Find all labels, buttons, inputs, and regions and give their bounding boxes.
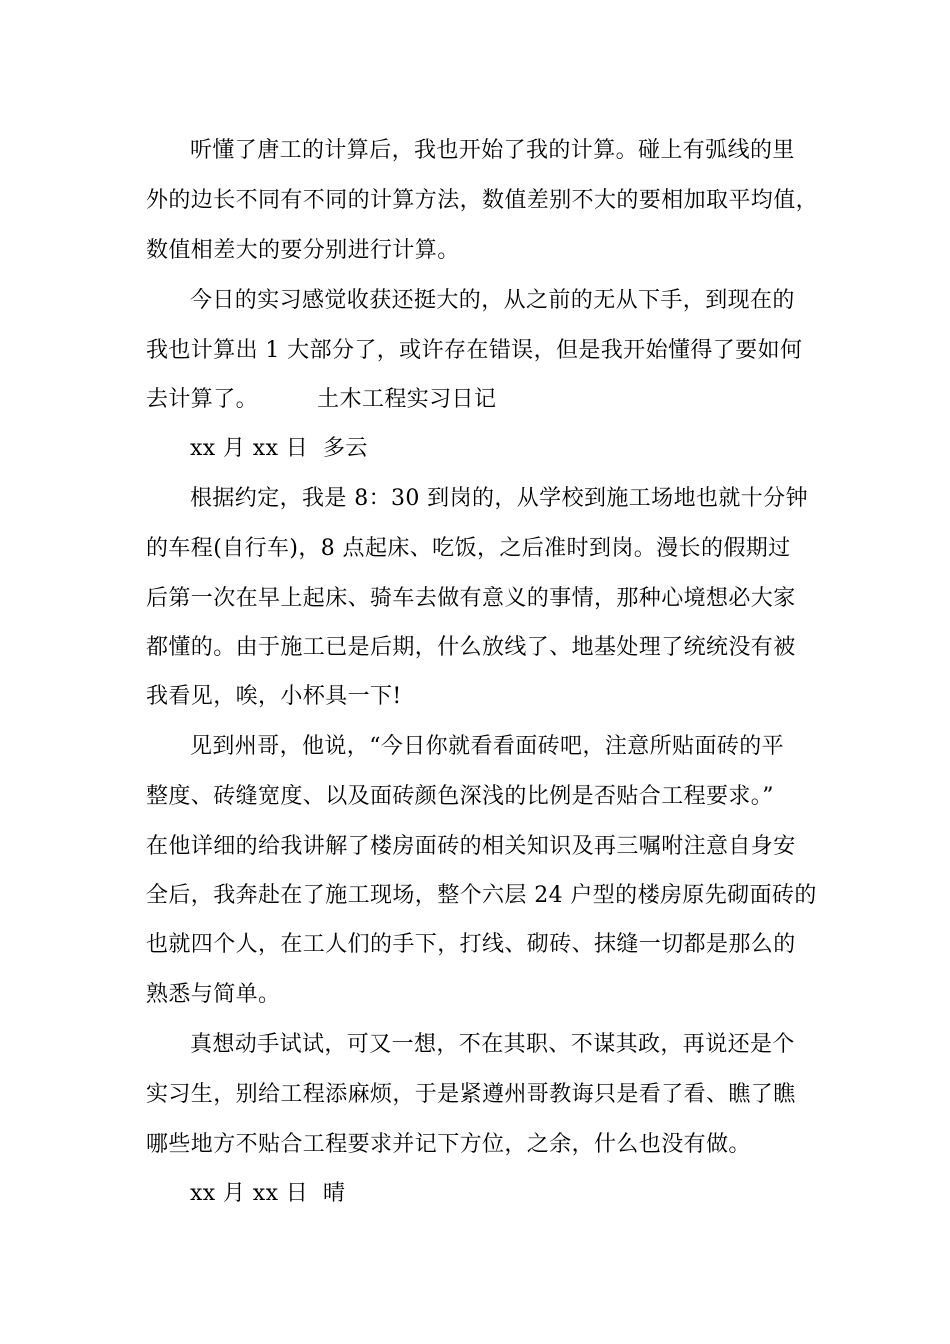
paragraph-line: 我看见，唉，小杯具一下! (146, 684, 402, 709)
diary-date-line: xx 月 xx 日 多云 (190, 436, 368, 461)
paragraph-line: 熟悉与简单。 (146, 982, 281, 1007)
paragraph-line: 也就四个人，在工人们的手下，打线、砌砖、抹缝一切都是那么的 (146, 932, 796, 957)
paragraph-line: 我也计算出 1 大部分了，或许存在错误，但是我开始懂得了要如何 (146, 338, 803, 363)
paragraph-line: 在他详细的给我讲解了楼房面砖的相关知识及再三嘱咐注意自身安 (146, 834, 796, 859)
paragraph-line: 真想动手试试，可又一想，不在其职、不谋其政，再说还是个 (190, 1032, 795, 1057)
paragraph-line: 听懂了唐工的计算后，我也开始了我的计算。碰上有弧线的里 (190, 138, 795, 163)
paragraph-line: 全后，我奔赴在了施工现场，整个六层 24 户型的楼房原先砌面砖的 (146, 883, 817, 908)
paragraph-line: 的车程(自行车)，8 点起床、吃饭，之后准时到岗。漫长的假期过 (146, 536, 791, 561)
paragraph-line: 都懂的。由于施工已是后期，什么放线了、地基处理了统统没有被 (146, 635, 796, 660)
paragraph-line: 见到州哥，他说，“今日你就看看面砖吧，注意所贴面砖的平 (190, 734, 785, 759)
paragraph-line-with-heading: 去计算了。 土木工程实习日记 (146, 387, 497, 412)
paragraph-line: 实习生，别给工程添麻烦，于是紧遵州哥教诲只是看了看、瞧了瞧 (146, 1082, 796, 1107)
paragraph-line: 今日的实习感觉收获还挺大的，从之前的无从下手，到现在的 (190, 288, 795, 313)
paragraph-line: 哪些地方不贴合工程要求并记下方位，之余，什么也没有做。 (146, 1132, 751, 1157)
paragraph-line: 外的边长不同有不同的计算方法，数值差别不大的要相加取平均值， (146, 188, 819, 213)
paragraph-line: 后第一次在早上起床、骑车去做有意义的事情，那种心境想必大家 (146, 586, 796, 611)
paragraph-line: 整度、砖缝宽度、以及面砖颜色深浅的比例是否贴合工程要求。” (146, 784, 774, 809)
paragraph-line: 数值相差大的要分别进行计算。 (146, 238, 460, 263)
diary-date-line: xx 月 xx 日 晴 (190, 1181, 346, 1206)
paragraph-line: 根据约定，我是 8：30 到岗的，从学校到施工场地也就十分钟 (190, 486, 808, 511)
